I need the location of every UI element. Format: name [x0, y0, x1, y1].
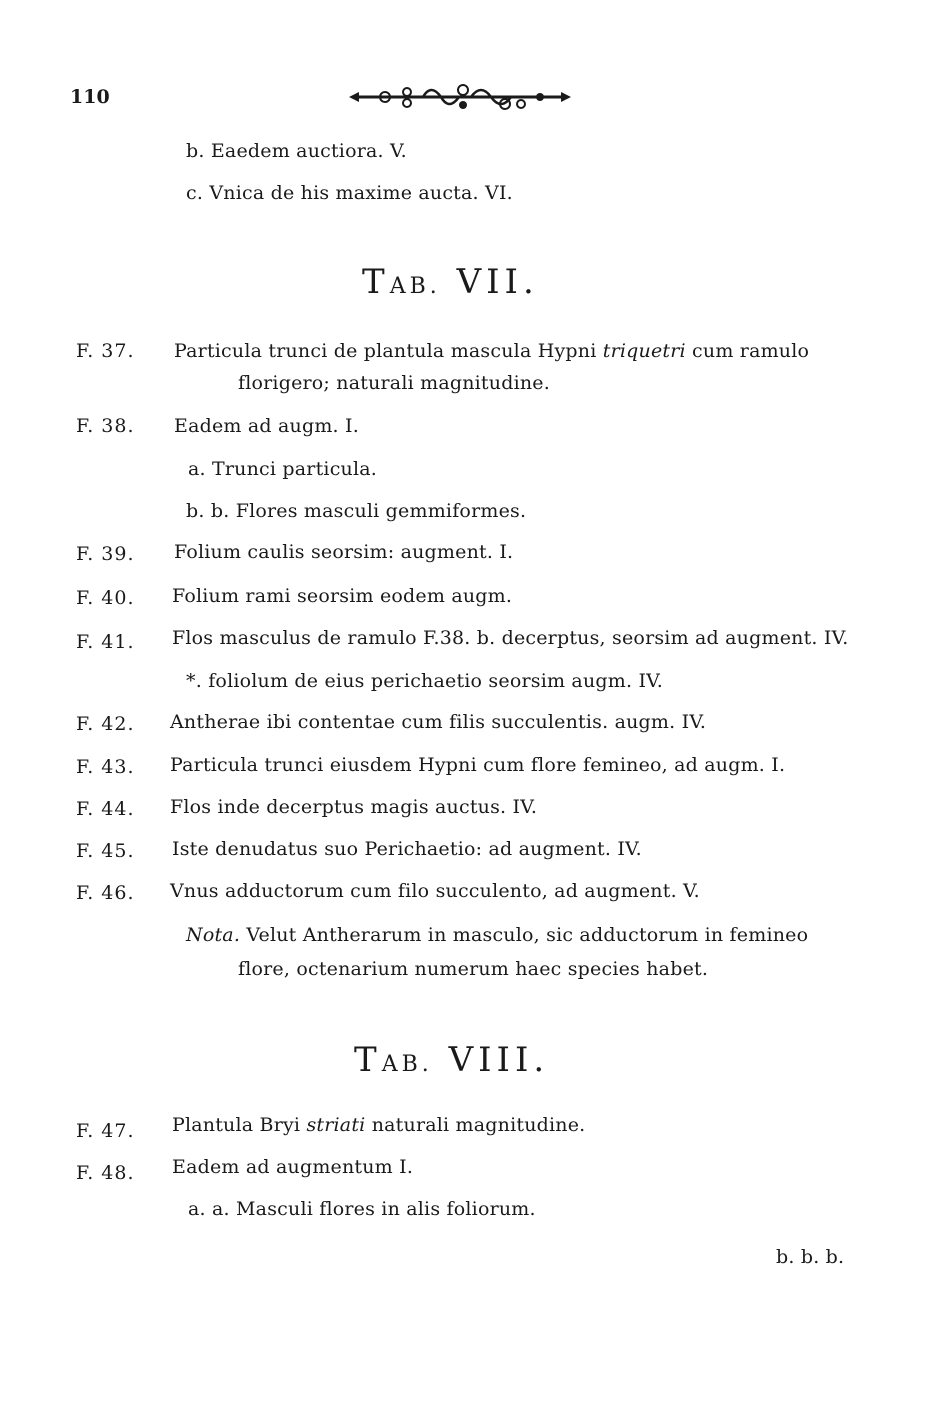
- nota-paragraph: [186, 924, 808, 946]
- heading-tab: T: [354, 1040, 382, 1080]
- entry-c: [186, 182, 513, 204]
- figure-text-41: Flos masculus de ramulo F.38. b. decerptus, seorsim ad augment. IV.: [172, 627, 849, 649]
- nota-label: Nota.: [186, 924, 241, 946]
- figure-label-43: F. 43.: [76, 756, 135, 778]
- page-number: 110: [70, 86, 110, 108]
- heading-tab-vii: [362, 262, 539, 302]
- text-segment: naturali magnitudine.: [371, 1114, 586, 1136]
- figure-label-38: F. 38.: [76, 415, 135, 437]
- figure-label-46: F. 46.: [76, 882, 135, 904]
- text-segment: cum ramulo: [692, 340, 810, 362]
- figure-label-45: F. 45.: [76, 840, 135, 862]
- heading-tab-viii: [354, 1040, 549, 1080]
- figure-text-46: Vnus adductorum cum filo succulento, ad augment. V.: [170, 880, 700, 902]
- figure-label-42: F. 42.: [76, 713, 135, 735]
- text-segment: Particula trunci de plantula mascula Hypni: [174, 340, 597, 362]
- text-segment: Plantula Bryi: [172, 1114, 301, 1136]
- entry-label: a.: [188, 458, 206, 480]
- figure-label-41: F. 41.: [76, 631, 135, 653]
- figure-label-48: F. 48.: [76, 1162, 135, 1184]
- subentry-aa: [188, 1198, 536, 1220]
- figure-label-47: F. 47.: [76, 1120, 135, 1142]
- entry-text: Flores masculi gemmiformes.: [235, 500, 527, 522]
- entry-label: a. a.: [188, 1198, 230, 1220]
- figure-label-39: F. 39.: [76, 543, 135, 565]
- heading-tab-smallcaps: AB.: [381, 1052, 433, 1077]
- figure-label-44: F. 44.: [76, 798, 135, 820]
- figure-text-48: Eadem ad augmentum I.: [172, 1156, 414, 1178]
- entry-label: *.: [186, 670, 202, 692]
- subentry-a: [188, 458, 377, 480]
- figure-text-38: Eadem ad augm. I.: [174, 415, 359, 437]
- entry-label: b. b.: [186, 500, 230, 522]
- figure-text-42: Antherae ibi contentae cum filis succulentis. augm. IV.: [170, 711, 707, 733]
- figure-text-37: [174, 340, 809, 362]
- heading-numeral: VIII.: [448, 1040, 550, 1080]
- figure-label-40: F. 40.: [76, 587, 135, 609]
- ornament-vignette-icon: [345, 80, 575, 114]
- species-name: striati: [306, 1114, 366, 1136]
- heading-tab: T: [362, 262, 390, 302]
- figure-text-39: Folium caulis seorsim: augment. I.: [174, 541, 514, 563]
- entry-label: b.: [186, 140, 205, 162]
- entry-text: Vnica de his maxime aucta. VI.: [209, 182, 513, 204]
- figure-text-43: Particula trunci eiusdem Hypni cum flore femineo, ad augm. I.: [170, 754, 786, 776]
- figure-text-45: Iste denudatus suo Perichaetio: ad augment. IV.: [172, 838, 642, 860]
- nota-text: Velut Antherarum in masculo, sic adductorum in femineo: [246, 924, 809, 946]
- figure-text-47: [172, 1114, 585, 1136]
- figure-text-37-continued: florigero; naturali magnitudine.: [238, 372, 550, 394]
- entry-text: Trunci particula.: [212, 458, 378, 480]
- figure-text-40: Folium rami seorsim eodem augm.: [172, 585, 513, 607]
- heading-tab-smallcaps: AB.: [389, 274, 441, 299]
- entry-b: [186, 140, 407, 162]
- figure-41-note: [186, 670, 663, 692]
- entry-text: Masculi flores in alis foliorum.: [236, 1198, 536, 1220]
- entry-text: foliolum de eius perichaetio seorsim augm. IV.: [208, 670, 664, 692]
- figure-text-44: Flos inde decerptus magis auctus. IV.: [170, 796, 538, 818]
- species-name: triquetri: [602, 340, 686, 362]
- nota-text-continued: flore, octenarium numerum haec species habet.: [238, 958, 709, 980]
- catchword: b. b. b.: [776, 1246, 845, 1268]
- heading-numeral: VII.: [456, 262, 539, 302]
- figure-label-37: F. 37.: [76, 340, 135, 362]
- subentry-bb: [186, 500, 526, 522]
- entry-label: c.: [186, 182, 204, 204]
- entry-text: Eaedem auctiora. V.: [210, 140, 407, 162]
